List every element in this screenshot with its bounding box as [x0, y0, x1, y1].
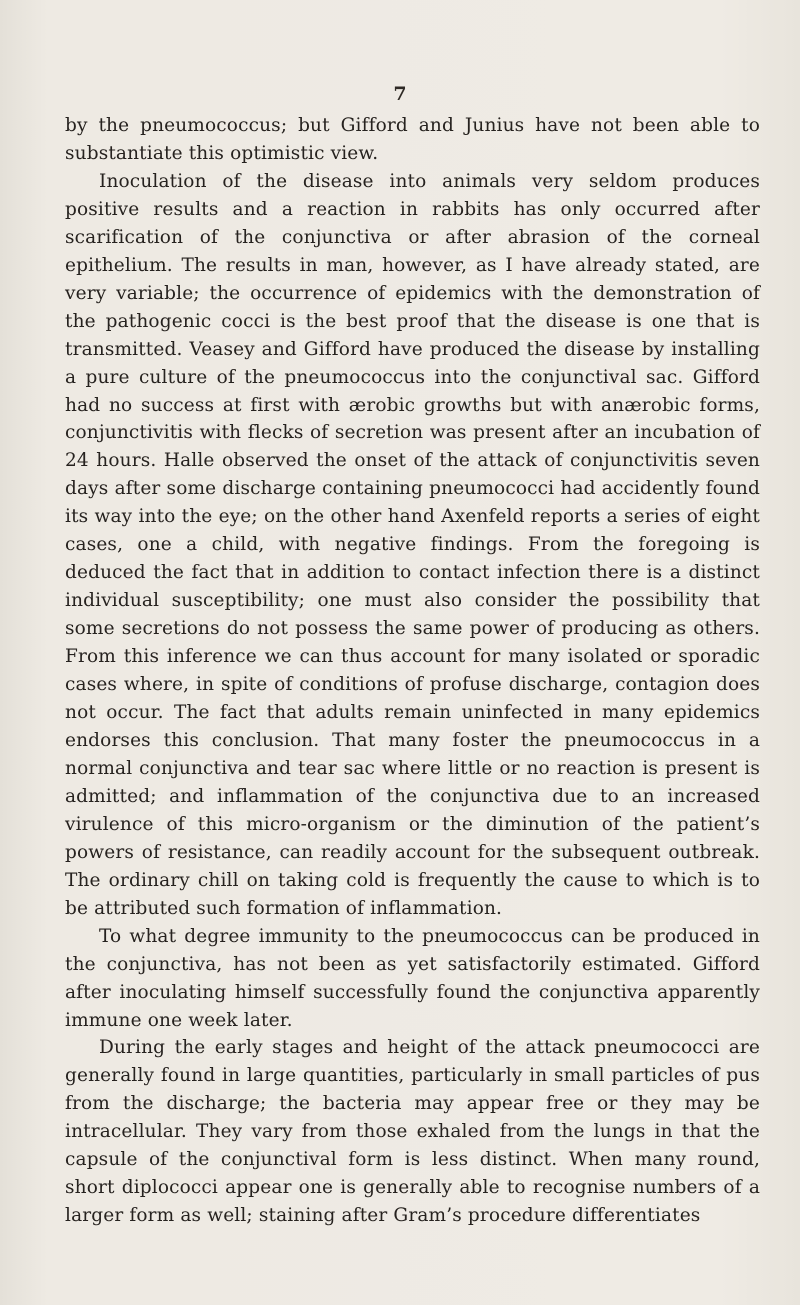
page-marker: 7 [393, 83, 407, 105]
body-text [65, 112, 760, 1230]
paragraph-early-stages: During the early stages and height of the attack pneumococci are generally found in large quantities, particularly in small particles of pus from the discharge; the bacteria may appear free or they may be intracellular. They vary from those exhaled from the lungs in that the capsule of the conjunctival form is less distinct. When many round, short diplococci appear one is generally able to recognise numbers of a larger form as well; staining after Gram’s procedure differentiates [65, 1037, 760, 1227]
paragraph-inoculation: Inoculation of the disease into animals very seldom produces positive results and a reaction in rabbits has only occurred after scarification of the conjunctiva or after abrasion of the corneal epithelium. The results in man, however, as I have already stated, are very variable; the occurrence of epidemics with the demonstration of the pathogenic cocci is the best proof that the disease is one that is transmitted. Veasey and Gifford have produced the disease by installing a pure culture of the pneumococcus into the conjunctival sac. Gifford had no success at first with ærobic growths but with anærobic forms, conjunctivitis with flecks of secretion was present after an incubation of 24 hours. Halle observed the onset of the attack of conjunctivitis seven days after some discharge containing pneumococci had accidently found its way into the eye; on the other hand Axenfeld reports a series of eight cases, one a child, with negative findings. From the foregoing is deduced the fact that in addition to contact infection there is a distinct individual susceptibility; one must also consider the possibility that some secretions do not possess the same power of producing as others. From this inference we can thus account for many isolated or sporadic cases where, in spite of conditions of profuse discharge, contagion does not occur. The fact that adults remain uninfected in many epidemics endorses this conclusion. That many foster the pneumococcus in a normal conjunctiva and tear sac where little or no reaction is present is admitted; and inflammation of the conjunctiva due to an increased virulence of this micro-organism or the diminution of the patient’s powers of resistance, can readily account for the subsequent outbreak. The ordinary chill on taking cold is frequently the cause to which is to be attributed such formation of inflammation. [65, 170, 760, 919]
paragraph-continuation: by the pneumococcus; but Gifford and Junius have not been able to substantiate this optimistic view. [65, 115, 760, 164]
paragraph-immunity: To what degree immunity to the pneumococcus can be produced in the conjunctiva, has not been as yet satisfactorily estimated. Gifford after inoculating himself successfully found the conjunctiva apparently immune one week later. [65, 925, 760, 1031]
